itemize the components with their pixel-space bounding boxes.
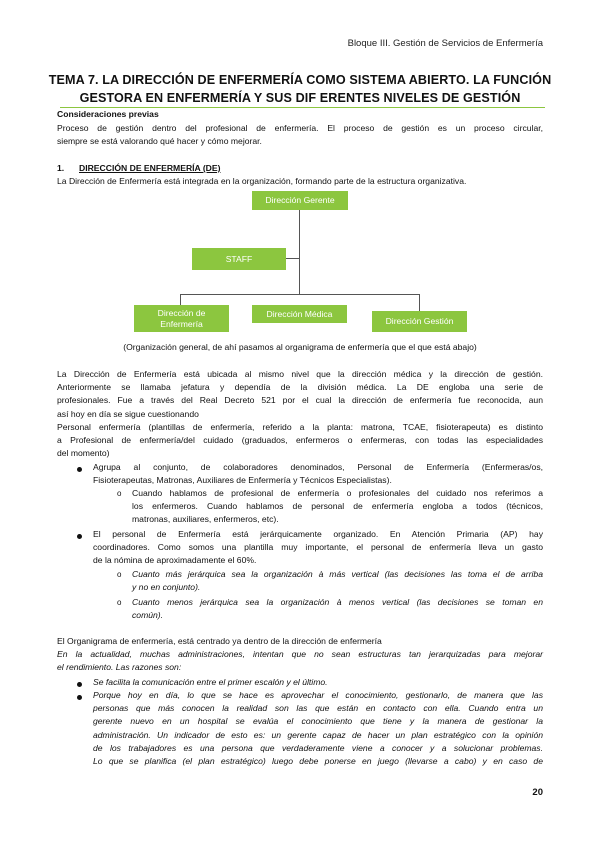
p2-line: profesionales. Fue a través del Real Decreto 521 por el cual la dirección de enfermería fue reconocida, aun bbox=[57, 395, 543, 406]
title-line-1: TEMA 7. LA DIRECCIÓN DE ENFERMERÍA COMO SISTEMA ABIERTO. LA FUNCIÓN bbox=[48, 73, 552, 87]
b2-line: de la nómina de aproximadamente el 60%. bbox=[93, 555, 257, 566]
org-chart-caption: (Organización general, de ahí pasamos al organigrama de enfermería que el que está abajo) bbox=[123, 342, 477, 352]
sub-bullet-profesional bbox=[132, 487, 543, 527]
section-intro: La Dirección de Enfermería está integrada en la organización, formando parte de la estructura organizativa. bbox=[57, 176, 467, 186]
paragraph-organigrama: El Organigrama de enfermería, está centrado ya dentro de la dirección de enfermería bbox=[57, 636, 382, 646]
box-direccion-enfermeria bbox=[134, 305, 229, 332]
bullet-agrupa bbox=[93, 461, 543, 487]
b4-line: gerente nuevo en un hospital se evalúa el conocimiento que tiene y la manera de gestionar la bbox=[93, 716, 543, 727]
bullet-dot bbox=[77, 534, 82, 539]
bullet-jerarquico bbox=[93, 528, 543, 568]
b2-sub1-line: y no en conjunto). bbox=[132, 582, 201, 593]
previas-line-1: Proceso de gestión dentro del profesional de enfermería. El proceso de gestión es un proceso circular, bbox=[57, 123, 543, 133]
page-number: 20 bbox=[532, 787, 543, 798]
box-direccion-gestion: Dirección Gestión bbox=[372, 311, 467, 332]
sub-bullet-marker: o bbox=[117, 489, 122, 498]
b4-line: personas que más conocen la realidad son las que están en contacto con ella. Cuando entra un bbox=[93, 703, 543, 714]
b2-sub1-line: Cuanto más jerárquica sea la organización à más vertical (las decisiones las toma el de arriba bbox=[132, 569, 543, 579]
box-left-line-2: Enfermería bbox=[160, 318, 203, 329]
sub-bullet-marker: o bbox=[117, 570, 122, 579]
connector-horizontal bbox=[180, 294, 420, 295]
b1-line: Fisioterapeutas, Matronas, Auxiliares de Enfermería y Técnicos Especialistas). bbox=[93, 475, 392, 486]
box-direccion-gerente: Dirección Gerente bbox=[252, 191, 348, 210]
b4-line: de los trabajadores es una persona que verdaderamente viene a conocer y a solucionar problemas. bbox=[93, 742, 543, 753]
paragraph-actualidad bbox=[57, 648, 543, 674]
section-number: 1. bbox=[57, 163, 65, 173]
b4-line: Porque hoy en día, lo que se hace es aprovechar el conocimiento, gestionarlo, de manera que las bbox=[93, 690, 543, 700]
b2-line: El personal de Enfermería está jerárquicamente organizado. En Atención Primaria (AP) hay bbox=[93, 529, 543, 539]
bullet-dot bbox=[77, 467, 82, 472]
b1-sub-line: los enfermeros. Cuando hablamos de personal de enfermería engloba a todos (técnicos, bbox=[132, 501, 543, 512]
title-line-2: GESTORA EN ENFERMERÍA Y SUS DIF ERENTES NIVELES DE GESTIÓN bbox=[79, 91, 521, 105]
box-staff: STAFF bbox=[192, 248, 286, 270]
p3-line: del momento) bbox=[57, 448, 110, 459]
previas-paragraph bbox=[57, 122, 543, 148]
connector-vertical bbox=[299, 209, 300, 295]
box-left-line-1: Dirección de bbox=[157, 307, 206, 318]
b4-line: administración. Un indicador de esto es: un gerente capaz de hacer un plan estratégico con la opinión bbox=[93, 729, 543, 740]
p5-line: En la actualidad, muchas administraciones, intentan que no sean estructuras tan jerarquizadas para mejorar bbox=[57, 649, 543, 659]
p2-line: La Dirección de Enfermería está ubicada al mismo nivel que la dirección médica y la dirección de gestión. bbox=[57, 369, 543, 379]
bullet-dot bbox=[77, 682, 82, 687]
b1-line: Agrupa al conjunto, de colaboradores denominados, Personal de Enfermería (Enfermeras/os, bbox=[93, 462, 543, 472]
running-header: Bloque III. Gestión de Servicios de Enfermería bbox=[347, 38, 543, 49]
p2-line: así hoy en día se sigue cuestionando bbox=[57, 408, 199, 419]
bullet-conocimiento bbox=[93, 689, 543, 768]
sub-bullet-marker: o bbox=[117, 598, 122, 607]
bullet-dot bbox=[77, 695, 82, 700]
section-heading: DIRECCIÓN DE ENFERMERÍA (DE) bbox=[79, 163, 221, 173]
previas-line-2: siempre se está valorando qué hacer y cómo mejorar. bbox=[57, 136, 262, 147]
page-title bbox=[40, 71, 560, 107]
connector-right bbox=[419, 294, 420, 312]
bullet-comunicacion: Se facilita la comunicación entre el primer escalón y el último. bbox=[93, 677, 328, 687]
p2-line: Anteriormente se llamaba jefatura y dependía de la división médica. La DE engloba una serie de bbox=[57, 382, 543, 393]
box-direccion-medica: Dirección Médica bbox=[252, 305, 347, 323]
p3-line: a Profesional de enfermería/del cuidado (graduados, enfermeros o enfermeras, con todas las especialidades bbox=[57, 435, 543, 446]
b2-line: coordinadores. Como somos una plantilla muy importante, el personal de enfermería lleva un gasto bbox=[93, 542, 543, 553]
b1-sub-line: matronas, auxiliares, enfermeros, etc). bbox=[132, 514, 279, 525]
b2-sub2-line: Cuanto menos jerárquica sea la organización à menos vertical (las decisiones se toman en bbox=[132, 597, 543, 607]
p3-line: Personal enfermería (plantillas de enfermería, referido a la planta: matrona, TCAE, fisioterapeuta) es distinto bbox=[57, 421, 543, 432]
connector-staff bbox=[285, 258, 300, 259]
previas-heading: Consideraciones previas bbox=[57, 109, 159, 119]
p5-line: el rendimiento. Las razones son: bbox=[57, 662, 182, 673]
sub-bullet-mas-jerarquica bbox=[132, 568, 543, 594]
b2-sub2-line: común). bbox=[132, 610, 164, 621]
b4-line: Lo que se planifica (el plan estratégico) luego debe ponerse en juego (llevarse a cabo) y en caso de bbox=[93, 756, 543, 767]
paragraph-ubicacion bbox=[57, 368, 543, 460]
sub-bullet-menos-jerarquica bbox=[132, 596, 543, 622]
b1-sub-line: Cuando hablamos de profesional de enfermería o profesionales del cuidado nos referimos a bbox=[132, 488, 543, 498]
